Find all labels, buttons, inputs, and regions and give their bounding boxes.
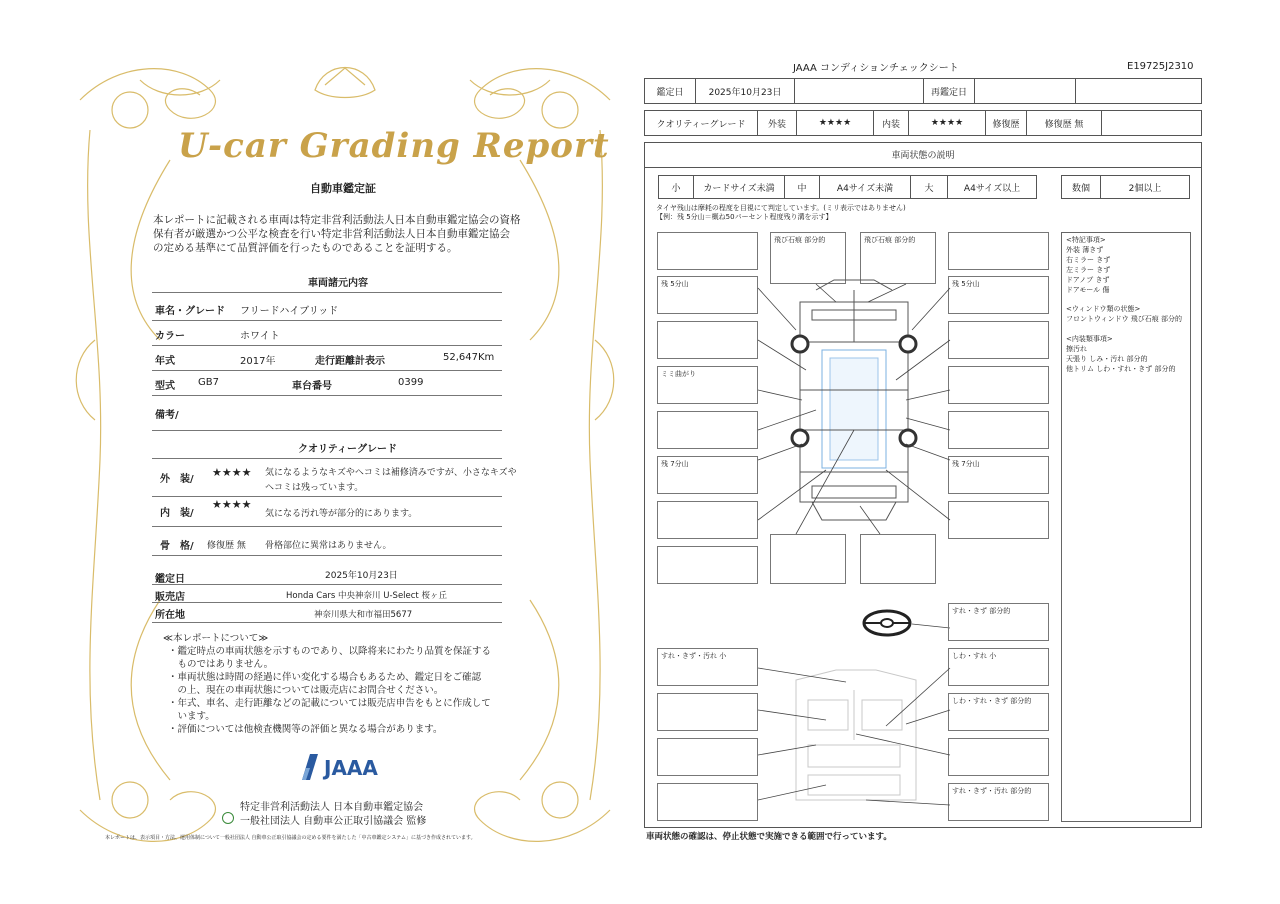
notes-heading: ≪本レポートについて≫ <box>163 633 269 644</box>
name-value: フリードハイブリッド <box>240 306 339 317</box>
count-label: 数個 <box>1061 175 1101 199</box>
repair-label: 修復歴 <box>985 110 1027 136</box>
damage-box <box>948 321 1049 359</box>
grade-label: クオリティーグレード <box>644 110 758 136</box>
damage-box <box>948 501 1049 539</box>
jaaa-logo-text: JAAA <box>324 756 378 780</box>
sheet-footer: 車両状態の確認は、停止状態で実施できる範囲で行っています。 <box>646 832 892 842</box>
exterior-label: 外装 <box>757 110 797 136</box>
note-line: ・車両状態は時間の経過に伴い変化する場合もあるため、鑑定日をご確認 <box>168 672 482 683</box>
interior-damage-box <box>948 603 1049 641</box>
size-mid: 中 <box>784 175 820 199</box>
color-label: カラー <box>155 331 185 342</box>
damage-label: すれ・きず・汚れ 部分的 <box>952 787 1032 795</box>
size-small-desc: カードサイズ未満 <box>693 175 785 199</box>
note-line: の上、現在の車両状態については販売店にお問合せください。 <box>168 685 444 696</box>
re-date-label: 再鑑定日 <box>923 78 975 104</box>
org-line: 一般社団法人 自動車公正取引協議会 監修 <box>240 816 427 827</box>
spec-heading: 車両諸元内容 <box>308 278 368 289</box>
count-desc: 2個以上 <box>1100 175 1190 199</box>
chassis-label: 車台番号 <box>292 381 332 392</box>
notes-label: 備考/ <box>155 410 179 421</box>
org-line: 特定非営利活動法人 日本自動車鑑定協会 <box>240 802 424 813</box>
damage-box <box>948 232 1049 270</box>
interior-damage-box <box>657 783 758 821</box>
doc-number: E19725J2310 <box>1127 61 1194 72</box>
exterior-label: 外 装/ <box>160 474 194 485</box>
date-label: 鑑定日 <box>155 574 185 585</box>
damage-label: すれ・きず・汚れ 小 <box>661 652 727 660</box>
damage-label: 残 5分山 <box>661 280 689 288</box>
special-line: 外装 薄きず <box>1066 246 1104 254</box>
mileage-value: 52,647Km <box>443 352 495 363</box>
intro-line: 本レポートに記載される車両は特定非営利活動法人日本自動車鑑定協会の資格 <box>153 214 521 226</box>
damage-box <box>657 456 758 494</box>
jaaa-logo-mark <box>300 752 320 782</box>
frame-value: 修復歴 無 <box>207 541 246 551</box>
window-title: <ウィンドウ類の状態> <box>1066 305 1141 313</box>
interior-stars: ★★★★ <box>212 498 252 511</box>
damage-label: 残 5分山 <box>952 280 980 288</box>
damage-box <box>657 276 758 314</box>
date-value: 2025年10月23日 <box>325 571 398 581</box>
size-small: 小 <box>658 175 694 199</box>
interior-line: 天張り しみ・汚れ 部分的 <box>1066 355 1148 363</box>
damage-box <box>948 366 1049 404</box>
date-label: 鑑定日 <box>644 78 696 104</box>
interior-damage-box <box>948 648 1049 686</box>
interior-label: 内 装/ <box>160 508 194 519</box>
model-value: GB7 <box>198 377 219 388</box>
dealer-label: 販売店 <box>155 592 185 603</box>
fair-trade-badge-icon <box>222 812 234 824</box>
name-label: 車名・グレード <box>155 306 225 317</box>
damage-box <box>657 546 758 584</box>
interior-line: 他トリム しわ・すれ・きず 部分的 <box>1066 365 1176 373</box>
damage-label: ミミ曲がり <box>661 370 696 378</box>
damage-label: 残 7分山 <box>661 460 689 468</box>
location-value: 神奈川県大和市福田5677 <box>314 610 413 620</box>
damage-box <box>948 456 1049 494</box>
size-large: 大 <box>910 175 948 199</box>
blank-cell <box>794 78 924 104</box>
interior-stars: ★★★★ <box>908 110 986 136</box>
year-label: 年式 <box>155 356 175 367</box>
interior-text: 気になる汚れ等が部分的にあります。 <box>265 509 418 519</box>
year-value: 2017年 <box>240 356 276 367</box>
note-line: ・年式、車名、走行距離などの記載については販売店申告をもとに作成して <box>168 698 491 709</box>
damage-label: すれ・きず 部分的 <box>952 607 1011 615</box>
doc-title: 自動車鑑定証 <box>310 182 376 195</box>
damage-label: 飛び石痕 部分的 <box>774 236 826 244</box>
damage-box <box>657 321 758 359</box>
tire-note: 【例：残 5分山＝概ね50パーセント程度残り溝を示す】 <box>656 213 833 221</box>
damage-label: 残 7分山 <box>952 460 980 468</box>
damage-box <box>948 411 1049 449</box>
car-exterior-diagram <box>756 230 952 590</box>
interior-damage-box <box>948 783 1049 821</box>
exterior-stars: ★★★★ <box>796 110 874 136</box>
interior-title: <内装類事項> <box>1066 335 1113 343</box>
grade-heading: クオリティーグレード <box>298 444 397 455</box>
interior-damage-box <box>657 693 758 731</box>
size-large-desc: A4サイズ以上 <box>947 175 1037 199</box>
color-value: ホワイト <box>240 331 280 342</box>
damage-box <box>657 366 758 404</box>
chassis-value: 0399 <box>398 377 424 388</box>
footer-note: 本レポートは、表示項目・方法、運用体制について一般社団法人 自動車公正取引協議会の定める要件を満たした「中古車鑑定システム」に基づき作成されています。 <box>105 835 476 841</box>
intro-line: 保有者が厳選かつ公平な検査を行い特定非営利活動法人日本自動車鑑定協会 <box>153 228 510 240</box>
re-date-value <box>974 78 1076 104</box>
script-title: U-car Grading Report <box>178 126 610 166</box>
damage-label: 飛び石痕 部分的 <box>864 236 916 244</box>
repair-value: 修復歴 無 <box>1026 110 1102 136</box>
note-line: ものではありません。 <box>168 659 274 670</box>
special-line: ドアノブ きず <box>1066 276 1110 284</box>
note-line: います。 <box>168 711 215 722</box>
dealer-value: Honda Cars 中央神奈川 U-Select 桜ヶ丘 <box>286 591 447 601</box>
damage-box <box>948 276 1049 314</box>
damage-box <box>657 501 758 539</box>
date-value: 2025年10月23日 <box>695 78 795 104</box>
sheet-title: JAAA コンディションチェックシート <box>793 63 959 74</box>
special-line: 右ミラー きず <box>1066 256 1111 264</box>
section-heading: 車両状態の説明 <box>644 142 1202 168</box>
tire-note: タイヤ残山は摩耗の程度を目視にて判定しています。(ミリ表示ではありません) <box>656 204 906 212</box>
note-line: ・鑑定時点の車両状態を示すものであり、以降将来にわたり品質を保証する <box>168 646 492 657</box>
location-label: 所在地 <box>155 610 185 621</box>
damage-label: しわ・すれ・きず 部分的 <box>952 697 1032 705</box>
interior-label: 内装 <box>873 110 909 136</box>
exterior-stars: ★★★★ <box>212 466 252 479</box>
special-title: <特記事項> <box>1066 236 1106 244</box>
window-line: フロントウィンドウ 飛び石痕 部分的 <box>1066 315 1183 323</box>
note-line: ・評価については他検査機関等の評価と異なる場合があります。 <box>168 724 443 735</box>
interior-damage-box <box>948 693 1049 731</box>
frame-label: 骨 格/ <box>160 541 194 552</box>
interior-damage-box <box>657 648 758 686</box>
leader-line <box>912 616 952 636</box>
grading-certificate <box>60 40 630 870</box>
mileage-label: 走行距離計表示 <box>315 356 385 367</box>
interior-damage-box <box>948 738 1049 776</box>
damage-box <box>657 411 758 449</box>
intro-line: の定める基準にて品質評価を行ったものであることを証明する。 <box>153 242 458 254</box>
exterior-text: 気になるようなキズやヘコミは補修済みですが、小さなキズや <box>265 468 517 478</box>
model-label: 型式 <box>155 381 175 392</box>
special-line: ドアモール 傷 <box>1066 286 1110 294</box>
interior-line: 擦汚れ <box>1066 345 1087 353</box>
steering-wheel-icon <box>862 609 912 637</box>
car-interior-diagram <box>756 650 952 820</box>
frame-text: 骨格部位に異常はありません。 <box>265 541 392 551</box>
exterior-text: ヘコミは残っています。 <box>265 483 364 493</box>
special-line: 左ミラー きず <box>1066 266 1111 274</box>
interior-damage-box <box>657 738 758 776</box>
damage-label: しわ・すれ 小 <box>952 652 997 660</box>
size-mid-desc: A4サイズ未満 <box>819 175 911 199</box>
damage-box <box>657 232 758 270</box>
